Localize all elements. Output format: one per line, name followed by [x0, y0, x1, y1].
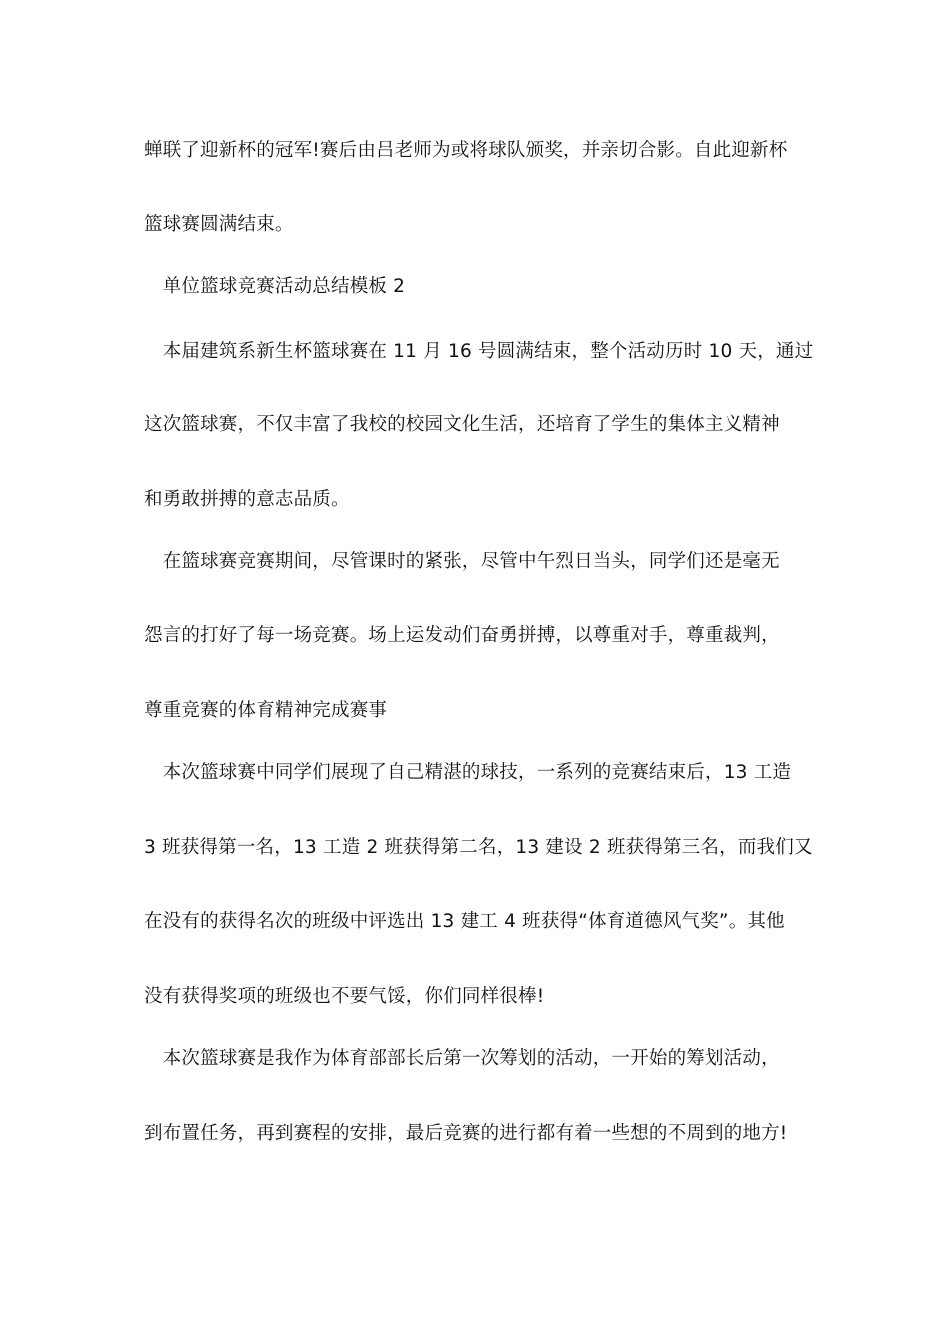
section-heading: 单位篮球竞赛活动总结模板 2	[144, 276, 406, 297]
paragraph-line: 篮球赛圆满结束。	[144, 214, 294, 235]
paragraph-line: 和勇敢拼搏的意志品质。	[144, 489, 350, 510]
paragraph-line: 本次篮球赛中同学们展现了自己精湛的球技，一系列的竞赛结束后，13 工造	[144, 762, 792, 783]
paragraph-line: 在篮球赛竞赛期间，尽管课时的紧张，尽管中午烈日当头，同学们还是毫无	[144, 551, 780, 572]
paragraph-line: 本届建筑系新生杯篮球赛在 11 月 16 号圆满结束，整个活动历时 10 天，通过	[144, 341, 814, 362]
paragraph-line: 怨言的打好了每一场竞赛。场上运发动们奋勇拼搏，以尊重对手，尊重裁判，	[144, 625, 780, 646]
paragraph-line: 到布置任务，再到赛程的安排，最后竞赛的进行都有着一些想的不周到的地方!	[144, 1123, 788, 1144]
paragraph-line: 本次篮球赛是我作为体育部部长后第一次筹划的活动，一开始的筹划活动，	[144, 1048, 780, 1069]
paragraph-line: 尊重竞赛的体育精神完成赛事	[144, 700, 388, 721]
paragraph-line: 蝉联了迎新杯的冠军!赛后由吕老师为或将球队颁奖，并亲切合影。自此迎新杯	[144, 140, 788, 161]
paragraph-line: 没有获得奖项的班级也不要气馁，你们同样很棒!	[144, 986, 545, 1007]
paragraph-line: 这次篮球赛，不仅丰富了我校的校园文化生活，还培育了学生的集体主义精神	[144, 414, 780, 435]
paragraph-line: 3 班获得第一名，13 工造 2 班获得第二名，13 建设 2 班获得第三名，而我们又	[144, 837, 813, 858]
paragraph-line: 在没有的获得名次的班级中评选出 13 建工 4 班获得“体育道德风气奖”。其他	[144, 911, 785, 932]
